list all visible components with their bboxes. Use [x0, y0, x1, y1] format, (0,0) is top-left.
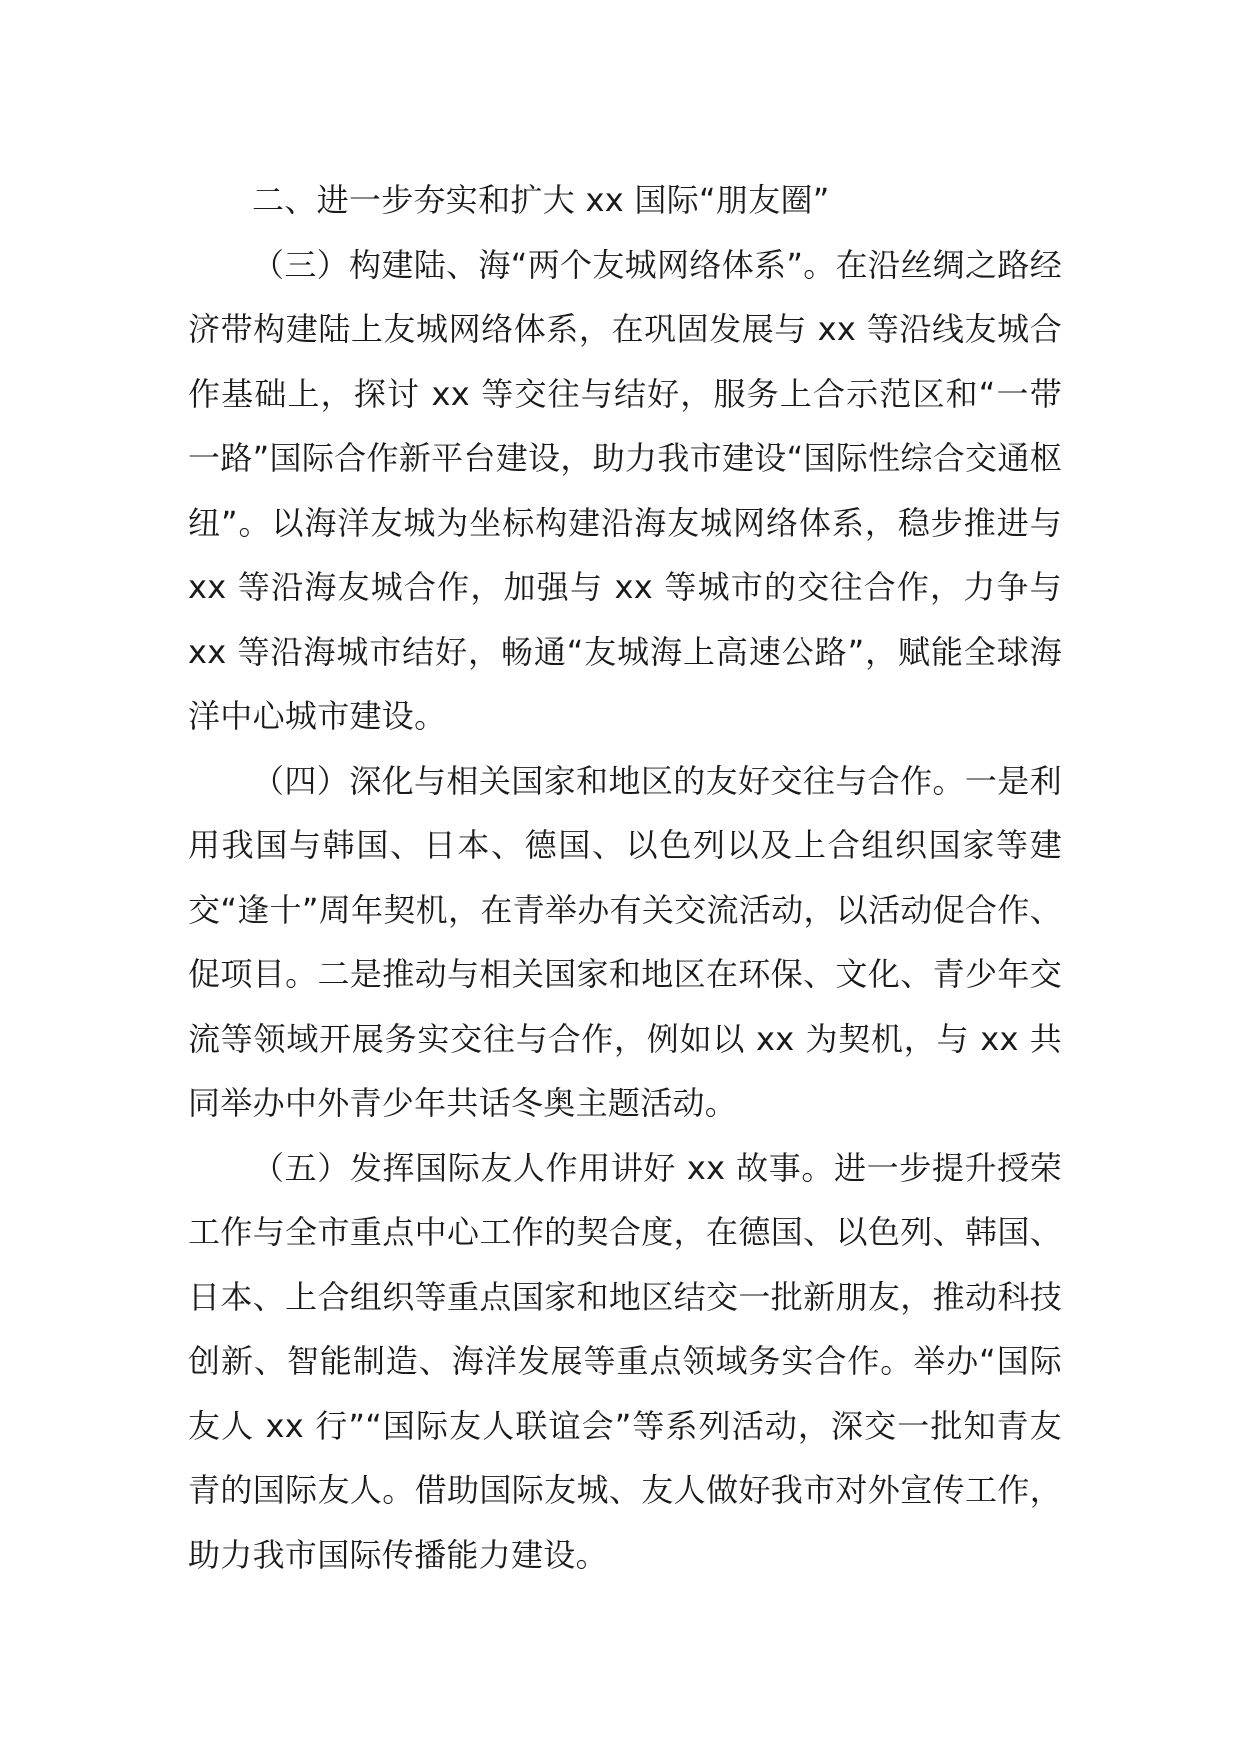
paragraph-five: （五）发挥国际友人作用讲好 xx 故事。进一步提升授荣工作与全市重点中心工作的契合度，在德国、以色列、韩国、日本、上合组织等重点国家和地区结交一批新朋友，推动科技创新、智能制造、海洋发展等重点领域务实合作。举办“国际友人 xx 行”“国际友人联谊会”等系列活动，深交一批知青友青的国际友人。借助国际友城、友人做好我市对外宣传工作，助力我市国际传播能力建设。: [188, 1148, 1062, 1574]
section-heading: 二、进一步夯实和扩大 xx 国际“朋友圈”: [252, 181, 830, 219]
paragraph-four: （四）深化与相关国家和地区的友好交往与合作。一是利用我国与韩国、日本、德国、以色列以及上合组织国家等建交“逢十”周年契机，在青举办有关交流活动，以活动促合作、促项目。二是推动与相关国家和地区在环保、文化、青少年交流等领域开展务实交往与合作，例如以 xx 为契机，与 xx 共同举办中外青少年共话冬奥主题活动。: [188, 761, 1062, 1122]
document-body: [188, 168, 1062, 1587]
paragraph-three: （三）构建陆、海“两个友城网络体系”。在沿丝绸之路经济带构建陆上友城网络体系，在巩固发展与 xx 等沿线友城合作基础上，探讨 xx 等交往与结好，服务上合示范区和“一带一路”国际合作新平台建设，助力我市建设“国际性综合交通枢纽”。以海洋友城为坐标构建沿海友城网络体系，稳步推进与 xx 等沿海友城合作，加强与 xx 等城市的交往合作，力争与 xx 等沿海城市结好，畅通“友城海上高速公路”，赋能全球海洋中心城市建设。: [188, 245, 1062, 735]
